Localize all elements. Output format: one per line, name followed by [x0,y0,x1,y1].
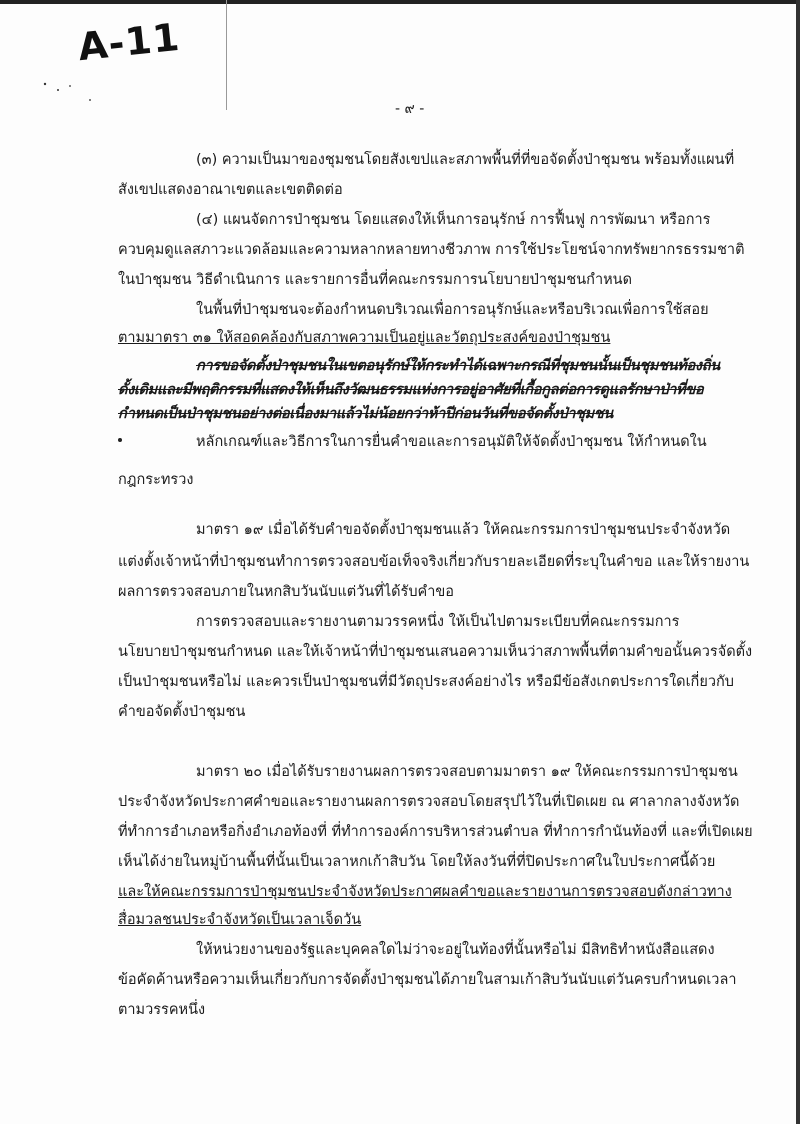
text-line: ผลการตรวจสอบภายในหกสิบวันนับแต่วันที่ได้รับคำขอ [118,584,454,600]
text-line-amended: และให้คณะกรรมการป่าชุมชนประจำจังหวัดประกาศผลคำขอและรายงานการตรวจสอบดังกล่าวทาง [118,884,732,900]
text-line: นโยบายป่าชุมชนกำหนด และให้เจ้าหน้าที่ป่าชุมชนเสนอความเห็นว่าสภาพพื้นที่ตามคำขอนั้นควรจัดตั้ง [118,644,753,660]
text-line-amended: ตามมาตรา ๓๑ ให้สอดคล้องกับสภาพความเป็นอยู่และวัตถุประสงค์ของป่าชุมชน [118,330,611,346]
text-line: คำขอจัดตั้งป่าชุมชน [118,704,246,720]
scan-border-right [796,0,800,1124]
text-line: (๓) ความเป็นมาของชุมชนโดยสังเขปและสภาพพื้นที่ที่ขอจัดตั้งป่าชุมชน พร้อมทั้งแผนที่ [196,152,735,168]
scan-border-top [0,0,800,4]
text-line: ควบคุมดูแลสภาวะแวดล้อมและความหลากหลายทางชีวภาพ การใช้ประโยชน์จากทรัพยากรธรรมชาติ [118,242,745,258]
text-line: ในป่าชุมชน วิธีดำเนินการ และรายการอื่นที่คณะกรรมการนโยบายป่าชุมชนกำหนด [118,272,632,288]
scan-specks [40,80,100,110]
text-line: หลักเกณฑ์และวิธีการในการยื่นคำขอและการอนุมัติให้จัดตั้งป่าชุมชน ให้กำหนดใน [196,434,707,450]
text-line: ที่ทำการอำเภอหรือกิ่งอำเภอท้องที่ ที่ทำการองค์การบริหารส่วนตำบล ที่ทำการกำนันท้องที่ และที่เปิดเผย [118,824,753,840]
fold-line [226,0,227,110]
text-line: กฎกระทรวง [118,472,194,488]
text-line: เป็นป่าชุมชนหรือไม่ และควรเป็นป่าชุมชนที่มีวัตถุประสงค์อย่างไร หรือมีข้อสังเกตประการใดเกี่ยวกับ [118,674,734,690]
text-line: เห็นได้ง่ายในหมู่บ้านพื้นที่นั้นเป็นเวลาหกเก้าสิบวัน โดยให้ลงวันที่ที่ปิดประกาศในใบประกาศนี้ด้วย [118,854,716,870]
text-line: ในพื้นที่ป่าชุมชนจะต้องกำหนดบริเวณเพื่อการอนุรักษ์และหรือบริเวณเพื่อการใช้สอย [196,302,709,318]
section-20-line: มาตรา ๒๐ เมื่อได้รับรายงานผลการตรวจสอบตามมาตรา ๑๙ ให้คณะกรรมการป่าชุมชน [196,764,738,780]
text-line: ประจำจังหวัดประกาศคำขอและรายงานผลการตรวจสอบโดยสรุปไว้ในที่เปิดเผย ณ ศาลากลางจังหวัด [118,794,740,810]
text-line: การตรวจสอบและรายงานตามวรรคหนึ่ง ให้เป็นไปตามระเบียบที่คณะกรรมการ [196,614,680,630]
struck-text-line: กำหนดเป็นป่าชุมชนอย่างต่อเนื่องมาแล้วไม่น้อยกว่าห้าปีก่อนวันที่ขอจัดตั้งป่าชุมชน [118,406,614,422]
text-line: ให้หน่วยงานของรัฐและบุคคลใดไม่ว่าจะอยู่ในท้องที่นั้นหรือไม่ มีสิทธิทำหนังสือแสดง [196,942,715,958]
text-line: สังเขปแสดงอาณาเขตและเขตติดต่อ [118,182,343,198]
scan-dot [118,438,122,442]
handwritten-label: A-11 [75,14,183,70]
struck-text-line: ดั้งเดิมและมีพฤติกรรมที่แสดงให้เห็นถึงวัฒนธรรมแห่งการอยู่อาศัยที่เกื้อกูลต่อการดูแลรักษาป่าที่ขอ [118,382,704,398]
text-line-amended: สื่อมวลชนประจำจังหวัดเป็นเวลาเจ็ดวัน [118,912,362,928]
section-19-line: มาตรา ๑๙ เมื่อได้รับคำขอจัดตั้งป่าชุมชนแล้ว ให้คณะกรรมการป่าชุมชนประจำจังหวัด [196,522,731,538]
text-line: ข้อคัดค้านหรือความเห็นเกี่ยวกับการจัดตั้งป่าชุมชนได้ภายในสามเก้าสิบวันนับแต่วันครบกำหนดเวลา [118,972,737,988]
text-line: (๔) แผนจัดการป่าชุมชน โดยแสดงให้เห็นการอนุรักษ์ การฟื้นฟู การพัฒนา หรือการ [196,212,711,228]
text-line: แต่งตั้งเจ้าหน้าที่ป่าชุมชนทำการตรวจสอบข้อเท็จจริงเกี่ยวกับรายละเอียดที่ระบุในคำขอ และให้รายงาน [118,554,750,570]
struck-text-line: การขอจัดตั้งป่าชุมชนในเขตอนุรักษ์ให้กระทำได้เฉพาะกรณีที่ชุมชนนั้นเป็นชุมชนท้องถิ่น [196,358,720,374]
page-number: - ๙ - [395,101,425,117]
text-line: ตามวรรคหนึ่ง [118,1002,206,1018]
